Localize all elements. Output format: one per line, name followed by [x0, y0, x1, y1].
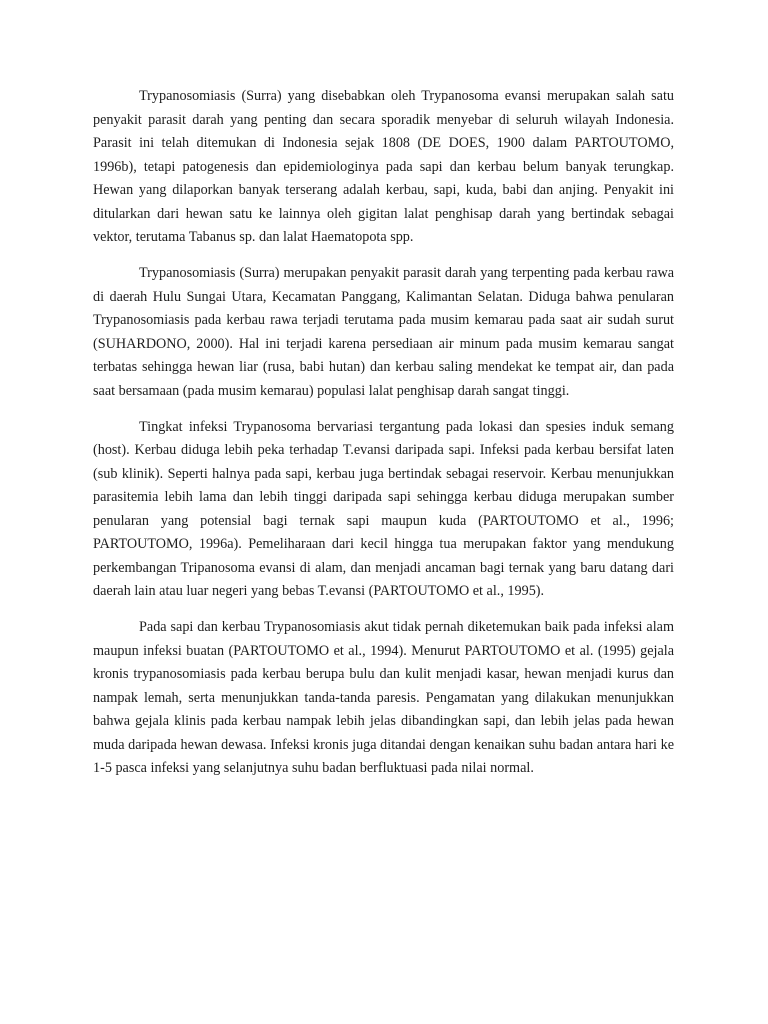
paragraph-2: Trypanosomiasis (Surra) merupakan penyakit parasit darah yang terpenting pada kerbau rawa di daerah Hulu Sungai Utara, Kecamatan Panggang, Kalimantan Selatan. Diduga bahwa penularan Trypanosomiasis pada kerbau rawa terjadi terutama pada musim kemarau pada saat air sudah surut (SUHARDONO, 2000). Hal ini terjadi karena persediaan air minum pada musim kemarau sangat terbatas sehingga hewan liar (rusa, babi hutan) dan kerbau saling mendekat ke tempat air, dan pada saat bersamaan (pada musim kemarau) populasi lalat penghisap darah sangat tinggi. — [93, 265, 674, 399]
paragraph-4: Pada sapi dan kerbau Trypanosomiasis akut tidak pernah diketemukan baik pada infeksi alam maupun infeksi buatan (PARTOUTOMO et al., 1994). Menurut PARTOUTOMO et al. (1995) gejala kronis trypanosomiasis pada kerbau berupa bulu dan kulit menjadi kasar, hewan menjadi kurus dan nampak lemah, serta menunjukkan tanda-tanda paresis. Pengamatan yang dilakukan menunjukkan bahwa gejala klinis pada kerbau nampak lebih jelas dibandingkan sapi, dan lebih jelas pada hewan muda daripada hewan dewasa. Infeksi kronis juga ditandai dengan kenaikan suhu badan antara hari ke 1-5 pasca infeksi yang selanjutnya suhu badan berfluktuasi pada nilai normal. — [93, 619, 674, 776]
paragraph-1: Trypanosomiasis (Surra) yang disebabkan oleh Trypanosoma evansi merupakan salah satu penyakit parasit darah yang penting dan secara sporadik menyebar di seluruh wilayah Indonesia. Parasit ini telah ditemukan di Indonesia sejak 1808 (DE DOES, 1900 dalam PARTOUTOMO, 1996b), tetapi patogenesis dan epidemiologinya pada sapi dan kerbau belum banyak terungkap. Hewan yang dilaporkan banyak terserang adalah kerbau, sapi, kuda, babi dan anjing. Penyakit ini ditularkan dari hewan satu ke lainnya oleh gigitan lalat penghisap darah yang bertindak sebagai vektor, terutama Tabanus sp. dan lalat Haematopota spp. — [93, 88, 674, 245]
paragraph-3: Tingkat infeksi Trypanosoma bervariasi tergantung pada lokasi dan spesies induk semang (host). Kerbau diduga lebih peka terhadap T.evansi daripada sapi. Infeksi pada kerbau bersifat laten (sub klinik). Seperti halnya pada sapi, kerbau juga bertindak sebagai reservoir. Kerbau menunjukkan parasitemia lebih lama dan lebih tinggi daripada sapi sehingga kerbau diduga merupakan sumber penularan yang potensial bagi ternak sapi maupun kuda (PARTOUTOMO et al., 1996; PARTOUTOMO, 1996a). Pemeliharaan dari kecil hingga tua merupakan faktor yang mendukung perkembangan Tripanosoma evansi di alam, dan menjadi ancaman bagi ternak yang baru datang dari daerah lain atau luar negeri yang bebas T.evansi (PARTOUTOMO et al., 1995). — [93, 418, 674, 599]
document-body — [93, 85, 674, 793]
